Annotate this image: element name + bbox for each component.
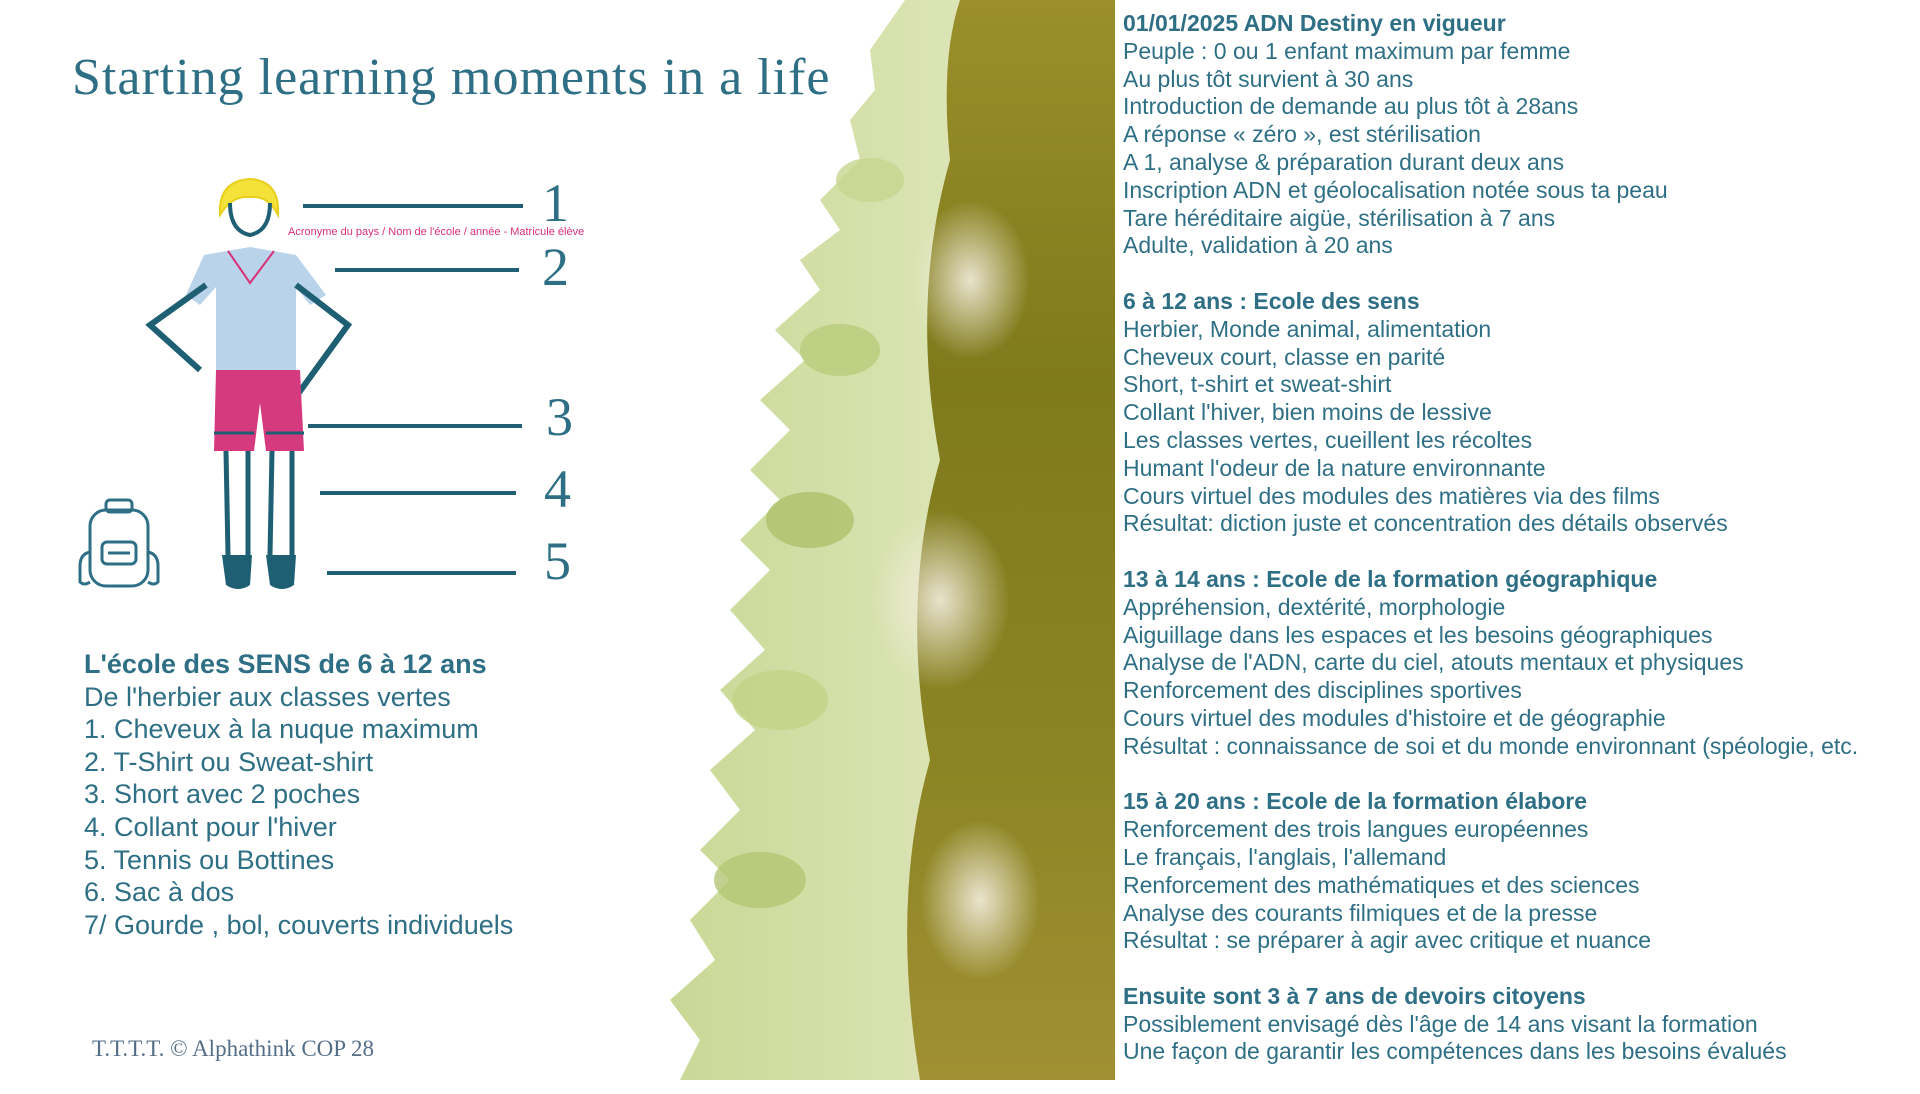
section-line: Cours virtuel des modules d'histoire et de géographie (1123, 704, 1666, 731)
section-line: Appréhension, dextérité, morphologie (1123, 593, 1506, 620)
section-adn-destiny (1123, 10, 1858, 260)
list-item: 4. Collant pour l'hiver (84, 811, 337, 842)
section-line: Résultat : connaissance de soi et du monde environnant (spéologie, etc. (1123, 732, 1859, 759)
section-line: Tare héréditaire aigüe, stérilisation à 7 ans (1123, 204, 1556, 231)
section-formation-geographique (1123, 566, 1858, 761)
backpack-icon (78, 498, 160, 590)
section-heading: 13 à 14 ans : Ecole de la formation géographique (1123, 565, 1658, 592)
list-item: 1. Cheveux à la nuque maximum (84, 714, 479, 745)
section-line: Inscription ADN et géolocalisation notée sous ta peau (1123, 176, 1668, 203)
section-line: Les classes vertes, cueillent les récoltes (1123, 426, 1533, 453)
copyright-text: T.T.T.T. © Alphathink COP 28 (92, 1036, 374, 1061)
section-line: Analyse des courants filmiques et de la presse (1123, 899, 1598, 926)
list-item: De l'herbier aux classes vertes (84, 681, 451, 712)
right-text-column (1123, 10, 1858, 1094)
section-devoirs-citoyens (1123, 983, 1858, 1066)
leader-line-2 (335, 268, 519, 272)
leader-line-5 (327, 571, 516, 575)
section-line: Possiblement envisagé dès l'âge de 14 ans visant la formation (1123, 1010, 1758, 1037)
section-line: A 1, analyse & préparation durant deux ans (1123, 148, 1565, 175)
section-line: Introduction de demande au plus tôt à 28ans (1123, 93, 1579, 120)
section-line: Renforcement des mathématiques et des sciences (1123, 871, 1640, 898)
section-line: Renforcement des disciplines sportives (1123, 677, 1522, 704)
list-heading: L'école des SENS de 6 à 12 ans (84, 649, 487, 679)
section-line: Résultat: diction juste et concentration des détails observés (1123, 510, 1728, 537)
marker-number-1: 1 (542, 173, 569, 233)
section-line: Herbier, Monde animal, alimentation (1123, 315, 1492, 342)
section-line: Cours virtuel des modules des matières via des films (1123, 482, 1660, 509)
section-line: Humant l'odeur de la nature environnante (1123, 454, 1546, 481)
student-figure-illustration (140, 175, 380, 595)
section-heading: 6 à 12 ans : Ecole des sens (1123, 287, 1420, 314)
list-item: 2. T-Shirt ou Sweat-shirt (84, 746, 374, 777)
section-line: Analyse de l'ADN, carte du ciel, atouts mentaux et physiques (1123, 649, 1744, 676)
section-line: Renforcement des trois langues européennes (1123, 816, 1589, 843)
leader-line-1 (303, 204, 523, 208)
list-item: 3. Short avec 2 poches (84, 779, 361, 810)
page-title: Starting learning moments in a life (72, 49, 831, 106)
section-line: Short, t-shirt et sweat-shirt (1123, 371, 1392, 398)
dress-code-list (84, 648, 513, 941)
section-line: Collant l'hiver, bien moins de lessive (1123, 399, 1492, 426)
section-line: Aiguillage dans les espaces et les besoins géographiques (1123, 621, 1713, 648)
marker-number-4: 4 (544, 459, 571, 519)
section-line: Peuple : 0 ou 1 enfant maximum par femme (1123, 37, 1571, 64)
section-heading: 01/01/2025 ADN Destiny en vigueur (1123, 10, 1506, 36)
section-heading: Ensuite sont 3 à 7 ans de devoirs citoyens (1123, 982, 1586, 1009)
section-line: Résultat : se préparer à agir avec critique et nuance (1123, 927, 1652, 954)
marker-number-2: 2 (542, 237, 569, 297)
marker-number-3: 3 (546, 387, 573, 447)
list-item: 5. Tennis ou Bottines (84, 844, 335, 875)
section-line: Adulte, validation à 20 ans (1123, 232, 1393, 259)
section-line: A réponse « zéro », est stérilisation (1123, 121, 1481, 148)
section-line: Le français, l'anglais, l'allemand (1123, 843, 1447, 870)
section-line: Une façon de garantir les compétences dans les besoins évalués (1123, 1038, 1787, 1065)
list-item: 7/ Gourde , bol, couverts individuels (84, 909, 514, 940)
acronym-label: Acronyme du pays / Nom de l'école / année - Matricule élève (288, 226, 585, 238)
section-line: Au plus tôt survient à 30 ans (1123, 65, 1414, 92)
list-item: 6. Sac à dos (84, 877, 235, 908)
leader-line-4 (320, 491, 516, 495)
section-formation-elabore (1123, 788, 1858, 955)
leader-line-3 (308, 424, 522, 428)
section-heading: 15 à 20 ans : Ecole de la formation élabore (1123, 788, 1588, 815)
section-line: Cheveux court, classe en parité (1123, 343, 1446, 370)
section-ecole-des-sens (1123, 288, 1858, 538)
nature-texture-strip (660, 0, 1120, 1080)
marker-number-5: 5 (544, 531, 571, 591)
